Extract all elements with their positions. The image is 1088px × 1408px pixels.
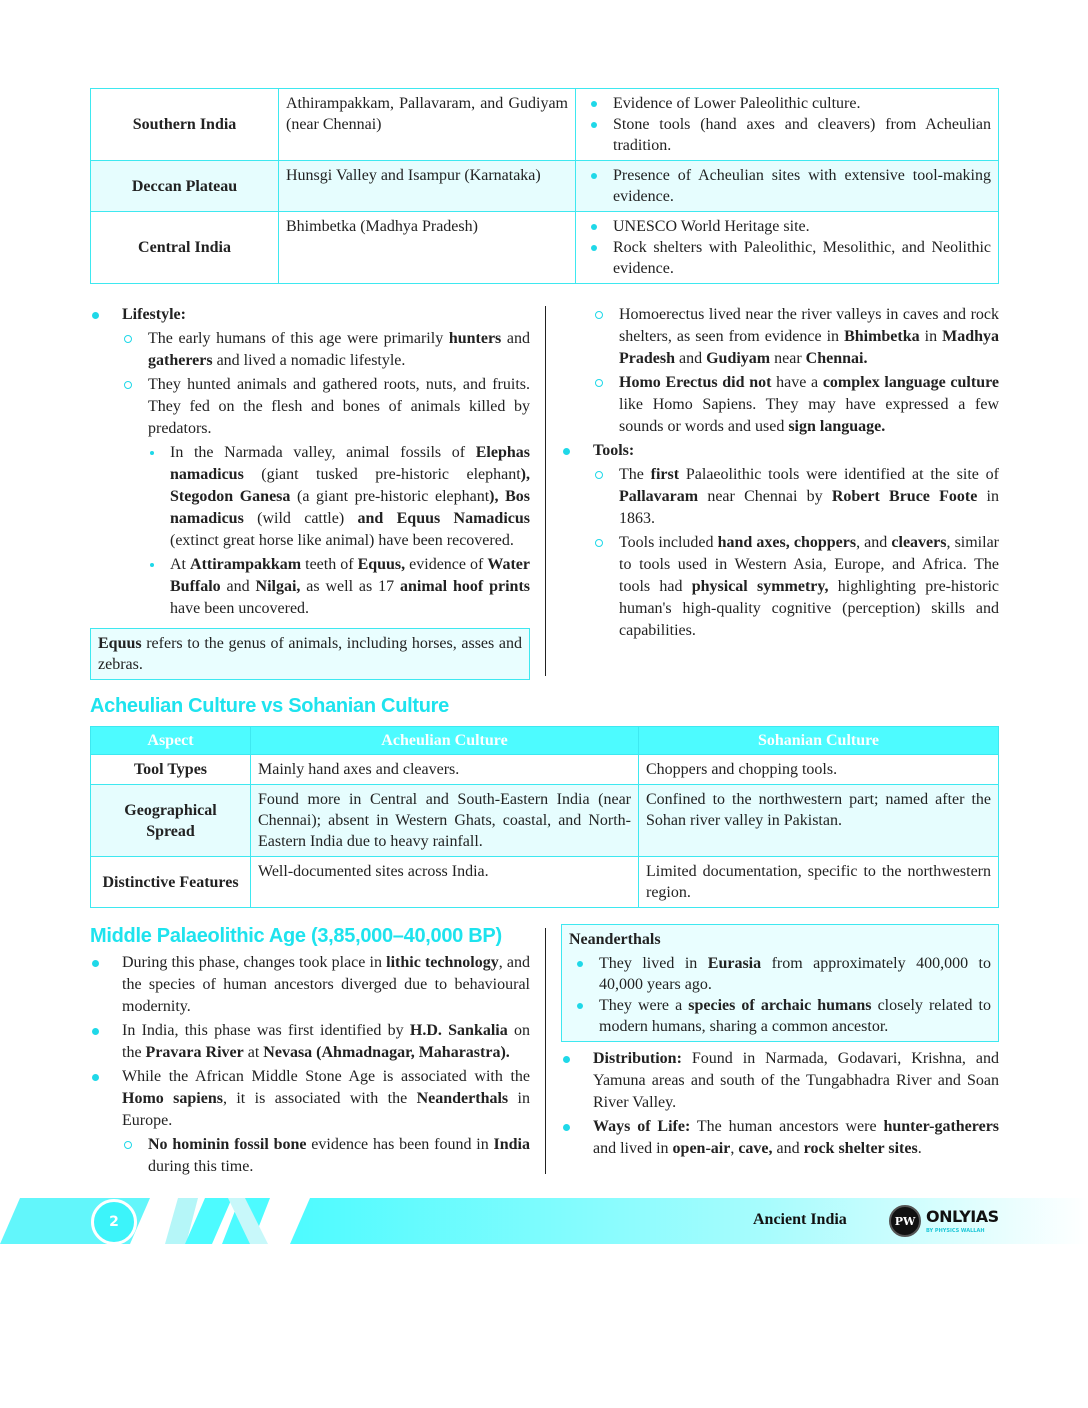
list-item	[561, 1116, 999, 1160]
list-item	[90, 554, 530, 620]
equus-note-box	[90, 628, 530, 680]
text-run: .	[917, 1140, 922, 1157]
evidence-list	[583, 165, 991, 207]
column-header: Aspect	[91, 727, 251, 755]
text-run: in	[919, 328, 943, 345]
table-row	[91, 785, 999, 857]
bold-run: Tools:	[593, 442, 635, 459]
text-run: (extinct great horse like animal) have been recovered.	[170, 532, 514, 549]
text-run: teeth of	[301, 556, 358, 573]
text-run: have a	[771, 374, 823, 391]
bold-run: India	[493, 1136, 530, 1153]
list-item	[561, 464, 999, 530]
onlyias-logo-sub: BY PHYSICS WALLAH	[926, 1228, 985, 1234]
bold-run: Elephas namadicus	[170, 444, 530, 483]
text-run: They lived in	[599, 955, 708, 972]
bold-run: Neanderthals	[416, 1090, 509, 1107]
text-run: at	[243, 1044, 264, 1061]
region-cell: Central India	[91, 212, 279, 284]
text-run: and	[675, 350, 707, 367]
section-title-middle-palaeolithic: Middle Palaeolithic Age (3,85,000–40,000 BP)	[90, 925, 502, 947]
text-run: In India, this phase was first identified by	[122, 1022, 410, 1039]
right-column	[561, 302, 999, 642]
list-item	[90, 1020, 530, 1064]
text-run: During this phase, changes took place in	[122, 954, 387, 971]
text-run: closely related to modern humans, sharing a common ancestor.	[599, 997, 992, 1035]
bold-run: cave,	[738, 1140, 773, 1157]
list-item	[90, 952, 530, 1018]
text-run: (a giant pre-historic elephant	[290, 488, 490, 505]
bold-run: Madhya Pradesh	[619, 328, 999, 367]
text-run: The	[619, 466, 651, 483]
places-cell: Athirampakkam, Pallavaram, and Gudiyam (near Chennai)	[279, 89, 576, 161]
bold-run: and Equus Namadicus	[357, 510, 531, 527]
value-cell: Found more in Central and South-Eastern India (near Chennai); absent in Western Ghats, coastal, and North-Eastern India due to heavy rainfall.	[251, 785, 639, 857]
list-item	[90, 328, 530, 372]
aspect-cell: Tool Types	[91, 755, 251, 785]
list-item	[90, 1066, 530, 1132]
text-run: (giant tusked pre-historic elephant	[243, 466, 521, 483]
evidence-item: Presence of Acheulian sites with extensive tool-making evidence.	[583, 165, 991, 207]
evidence-item: Evidence of Lower Paleolithic culture.	[583, 93, 991, 114]
text-run: They hunted animals and gathered roots, nuts, and fruits. They fed on the flesh and bones of animals killed by predators.	[148, 376, 530, 437]
sites-table	[90, 88, 999, 284]
bold-run: Nevasa (Ahmadnagar, Maharastra).	[263, 1044, 510, 1061]
text-run: in 1863.	[619, 488, 999, 527]
text-run: as well as 17	[300, 578, 400, 595]
bold-run: physical symmetry,	[691, 578, 829, 595]
neanderthals-box	[561, 924, 999, 1042]
neanderthals-title: Neanderthals	[569, 931, 661, 948]
text-run: and	[501, 330, 530, 347]
evidence-item: UNESCO World Heritage site.	[583, 216, 991, 237]
bold-run: Equus,	[357, 556, 406, 573]
bold-run: Homo Erectus did not	[619, 374, 772, 391]
table-row	[91, 857, 999, 908]
bold-run: Water Buffalo	[170, 556, 531, 595]
column-header: Sohanian Culture	[639, 727, 999, 755]
text-run: Found in Narmada, Godavari, Krishna, and Yamuna areas and south of the Tungabhadra River and Soan River Valley.	[593, 1050, 999, 1111]
evidence-item: Rock shelters with Paleolithic, Mesolithic, and Neolithic evidence.	[583, 237, 991, 279]
footer-band	[0, 1198, 1088, 1244]
bold-run: Bhimbetka	[844, 328, 920, 345]
neanderthal-item	[569, 995, 991, 1037]
text-run: refers to the genus of animals, including horses, asses and zebras.	[98, 635, 522, 673]
comparison-table	[90, 726, 999, 908]
text-run: and	[772, 1140, 804, 1157]
text-run: Palaeolithic tools were identified at the site of	[679, 466, 1000, 483]
column-header: Acheulian Culture	[251, 727, 639, 755]
bold-run: Homo sapiens	[122, 1090, 223, 1107]
list-item	[561, 440, 999, 462]
bold-run: sign language.	[788, 418, 886, 435]
table-row	[91, 755, 999, 785]
value-cell: Choppers and chopping tools.	[639, 755, 999, 785]
aspect-cell: Distinctive Features	[91, 857, 251, 908]
pw-logo-icon: PW	[889, 1205, 921, 1237]
list-item	[90, 1134, 530, 1178]
bold-run: hand axes, choppers	[717, 534, 857, 551]
text-run: near Chennai by	[698, 488, 832, 505]
list-item	[90, 374, 530, 440]
bold-run: cleavers	[891, 534, 947, 551]
text-run: , it is associated with the	[222, 1090, 417, 1107]
bold-run: Distribution:	[593, 1050, 682, 1067]
bold-run: lithic technology	[386, 954, 499, 971]
bold-run: complex language culture	[822, 374, 1000, 391]
value-cell: Limited documentation, specific to the northwestern region.	[639, 857, 999, 908]
text-run: evidence has been found in	[306, 1136, 494, 1153]
text-run: The early humans of this age were primarily	[148, 330, 449, 347]
bold-run: No hominin fossil bone	[148, 1136, 307, 1153]
text-run: While the African Middle Stone Age is associated with the	[122, 1068, 530, 1085]
list-item	[561, 532, 999, 642]
bold-run: Attirampakkam	[190, 556, 302, 573]
places-cell: Bhimbetka (Madhya Pradesh)	[279, 212, 576, 284]
evidence-item: Stone tools (hand axes and cleavers) from Acheulian tradition.	[583, 114, 991, 156]
bold-run: hunters	[448, 330, 502, 347]
footer-graphic	[0, 1198, 1088, 1244]
text-run: in Europe.	[122, 1090, 530, 1129]
bold-run: Gudiyam	[706, 350, 771, 367]
evidence-list	[583, 216, 991, 279]
bold-run: Chennai.	[805, 350, 868, 367]
footer-subject: Ancient India	[753, 1211, 847, 1228]
region-cell: Southern India	[91, 89, 279, 161]
onlyias-logo: ONLYIAS	[926, 1207, 999, 1226]
neanderthals-column	[561, 924, 999, 1160]
table-row	[91, 89, 999, 161]
bold-run: Equus	[98, 635, 142, 652]
evidence-cell	[576, 89, 999, 161]
text-run: highlighting pre-historic human's high-quality cognitive (perception) skills and capabilities.	[619, 578, 999, 639]
bold-run: open-air	[672, 1140, 731, 1157]
text-run: At	[170, 556, 191, 573]
list-item	[561, 304, 999, 370]
middle-palaeolithic-column	[90, 924, 530, 1178]
table-row	[91, 161, 999, 212]
bold-run: ), Stegodon Ganesa	[170, 466, 530, 505]
bold-run: Pallavaram	[619, 488, 699, 505]
text-run: near	[770, 350, 806, 367]
text-run: (wild cattle)	[243, 510, 358, 527]
bold-run: animal hoof prints	[400, 578, 530, 595]
value-cell: Mainly hand axes and cleavers.	[251, 755, 639, 785]
text-run: In the Narmada valley, animal fossils of	[170, 444, 476, 461]
section-title-acheulian-vs-sohanian: Acheulian Culture vs Sohanian Culture	[90, 695, 449, 717]
evidence-cell	[576, 212, 999, 284]
bold-run: first	[650, 466, 680, 483]
page-number: 2	[91, 1199, 137, 1245]
bold-run: Robert Bruce Foote	[831, 488, 978, 505]
text-run: The human ancestors were	[690, 1118, 884, 1135]
value-cell: Well-documented sites across India.	[251, 857, 639, 908]
bold-run: rock shelter sites	[803, 1140, 918, 1157]
text-run: evidence of	[405, 556, 488, 573]
bold-run: Lifestyle:	[122, 306, 186, 323]
bold-run: Nilgai,	[255, 578, 301, 595]
evidence-list	[583, 93, 991, 156]
text-run: Homoerectus lived near the river valleys in caves and rock shelters, as seen from evidence in	[619, 306, 999, 345]
evidence-cell	[576, 161, 999, 212]
table-row	[91, 212, 999, 284]
text-run: on the	[122, 1022, 531, 1061]
distribution-list	[561, 1048, 999, 1160]
text-run: like Homo Sapiens. They may have expressed a few sounds or words and used	[619, 396, 999, 435]
left-column	[90, 302, 530, 680]
text-run: during this time.	[148, 1158, 254, 1175]
lifestyle-tools-section	[90, 302, 999, 680]
text-run: They were a	[599, 997, 689, 1014]
list-item	[90, 304, 530, 326]
text-run: have been uncovered.	[170, 600, 310, 617]
region-cell: Deccan Plateau	[91, 161, 279, 212]
bold-run: Ways of Life:	[593, 1118, 691, 1135]
text-run: and lived a nomadic lifestyle.	[212, 352, 406, 369]
middle-palaeolithic-list	[90, 952, 530, 1178]
list-item	[561, 1048, 999, 1114]
bold-run: ), Bos namadicus	[170, 488, 530, 527]
bold-run: H.D. Sankalia	[409, 1022, 508, 1039]
bold-run: gatherers	[148, 352, 213, 369]
bold-run: hunter-gatherers	[883, 1118, 1000, 1135]
text-run: , and the species of human ancestors diverged due to behavioural modernity.	[122, 954, 530, 1015]
table-header-row	[91, 727, 999, 755]
text-run: from approximately 400,000 to 40,000 years ago.	[599, 955, 991, 993]
column-divider	[545, 306, 547, 676]
aspect-cell: Geographical Spread	[91, 785, 251, 857]
middle-palaeolithic-section	[90, 924, 999, 1178]
places-cell: Hunsgi Valley and Isampur (Karnataka)	[279, 161, 576, 212]
list-item	[90, 442, 530, 552]
list-item	[561, 372, 999, 438]
bold-run: Eurasia	[707, 955, 762, 972]
neanderthal-item	[569, 953, 991, 995]
bold-run: Pravara River	[145, 1044, 244, 1061]
page-content	[90, 0, 999, 1178]
text-run: , similar to tools used in Western Asia, Europe, and Africa. The tools had	[619, 534, 1000, 595]
text-run: ,	[730, 1140, 739, 1157]
value-cell: Confined to the northwestern part; named after the Sohan river valley in Pakistan.	[639, 785, 999, 857]
bold-run: species of archaic humans	[688, 997, 872, 1014]
text-run: and lived in	[593, 1140, 673, 1157]
column-divider-2	[545, 928, 547, 1174]
text-run: , and	[856, 534, 892, 551]
text-run: and	[220, 578, 256, 595]
text-run: Tools included	[619, 534, 718, 551]
